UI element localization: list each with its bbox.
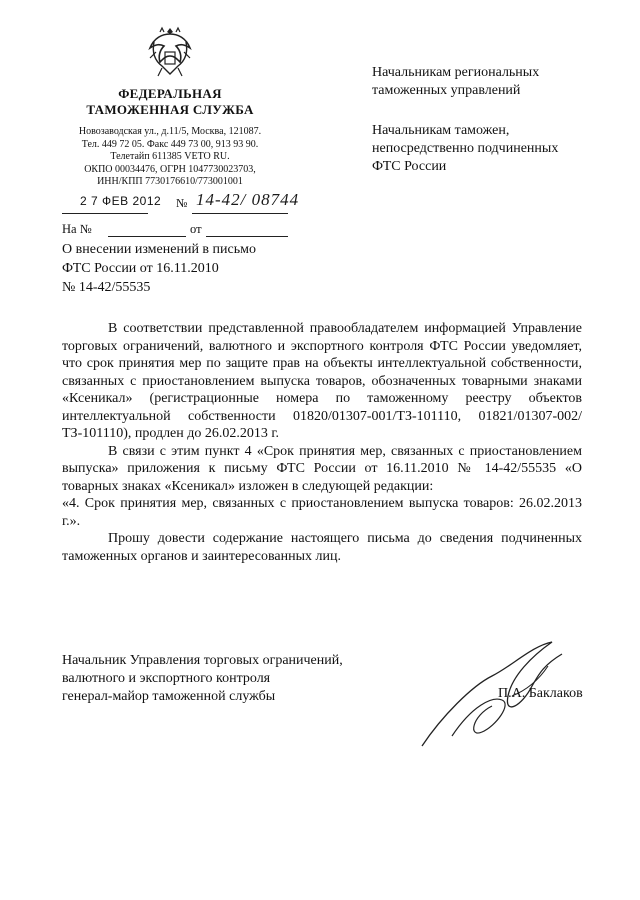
- signatory-title-line: валютного и экспортного контроля: [62, 671, 271, 686]
- reference-number-blank: [108, 236, 186, 237]
- contact-line: ИНН/КПП 7730176610/773001001: [97, 176, 243, 187]
- addressee-line: непосредственно подчиненных: [372, 141, 559, 156]
- body-paragraph-3: «4. Срок принятия мер, связанных с приостановлением выпуска товаров: 26.02.2013 г.».: [62, 496, 582, 529]
- registration-number-label: №: [176, 196, 188, 210]
- addressee-line: таможенных управлений: [372, 83, 521, 98]
- signatory-title-line: Начальник Управления торговых ограничений,: [62, 653, 343, 668]
- reference-number-label: На №: [62, 222, 92, 236]
- letter-subject: [62, 240, 256, 297]
- signatory-title-line: генерал-майор таможенной службы: [62, 689, 276, 704]
- reference-from-label: от: [190, 222, 202, 236]
- registration-date-stamp: 2 7 ФЕВ 2012: [80, 194, 162, 208]
- contact-line: Телетайп 611385 VETO RU.: [110, 151, 230, 162]
- letter-body: [62, 320, 582, 565]
- addressee-block-customs: [372, 122, 558, 176]
- addressee-line: Начальникам региональных: [372, 65, 540, 80]
- date-underline: [62, 213, 148, 214]
- addressee-line: Начальникам таможен,: [372, 123, 510, 138]
- addressee-line: ФТС России: [372, 159, 447, 174]
- subject-line: ФТС России от 16.11.2010: [62, 261, 219, 276]
- coat-of-arms-emblem: [140, 22, 200, 82]
- addressee-block-regional: [372, 64, 539, 100]
- contact-line: Новозаводская ул., д.11/5, Москва, 121087.: [78, 126, 262, 137]
- registration-number-handwritten: 14-42/ 08744: [196, 190, 300, 209]
- subject-line: № 14-42/55535: [62, 280, 151, 295]
- body-paragraph-4: Прошу довести содержание настоящего письма до сведения подчиненных таможенных органов и заинтересованных лиц.: [62, 531, 582, 564]
- body-paragraph-2: В связи с этим пункт 4 «Срок принятия мер, связанных с приостановлением выпуска» приложения к письму ФТС России от 16.11.2010 № 14-42/55535 «О товарных знаках «Ксеникал» изложен в следующей редакции:: [62, 443, 582, 494]
- signatory-name: П.А. Баклаков: [498, 686, 583, 701]
- signatory-title: [62, 652, 343, 706]
- org-line-1: ФЕДЕРАЛЬНАЯ: [118, 86, 222, 101]
- organization-name: [60, 86, 280, 118]
- org-contacts: [60, 126, 280, 189]
- body-paragraph-1: В соответствии представленной правообладателем информацией Управление торговых ограничений, валютного и экспортного контроля ФТС России уведомляет, что срок принятия мер по защите прав на объекты интеллектуальной собственности, связанных с приостановлением выпуска товаров, обозначенных товарными знаками «Ксеникал» (регистрационные номера по таможенному реестру объектов интеллектуальной собственности 01820/01307-001/ТЗ-101110, 01821/01307-002/ТЗ-101110), продлен до 26.02.2013 г.: [62, 321, 582, 441]
- contact-line: ОКПО 00034476, ОГРН 1047730023703,: [84, 163, 256, 175]
- contact-line: Тел. 449 72 05. Факс 449 73 00, 913 93 90.: [81, 138, 259, 150]
- number-underline: [192, 213, 288, 214]
- org-line-2: ТАМОЖЕННАЯ СЛУЖБА: [86, 102, 254, 117]
- subject-line: О внесении изменений в письмо: [62, 242, 256, 257]
- reference-date-blank: [206, 236, 288, 237]
